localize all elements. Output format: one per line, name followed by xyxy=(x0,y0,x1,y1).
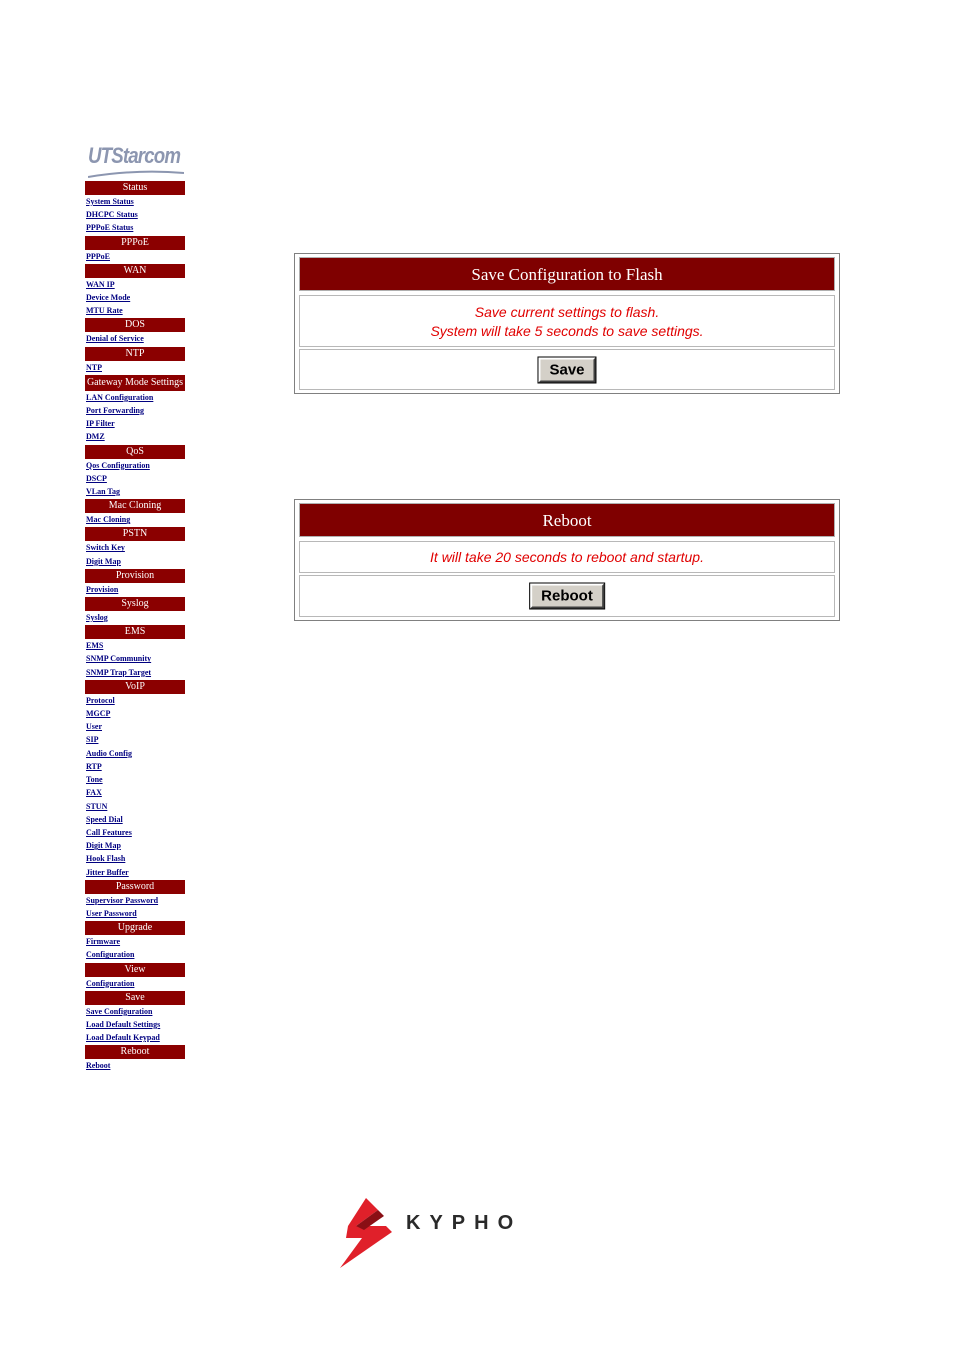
sidebar-link[interactable]: MGCP xyxy=(86,709,111,719)
sidebar-link[interactable]: Qos Configuration xyxy=(86,460,150,470)
save-button-box xyxy=(299,349,835,390)
sidebar-link[interactable]: Digit Map xyxy=(86,556,121,566)
sidebar-link[interactable]: Mac Cloning xyxy=(86,515,131,525)
sidebar-link[interactable]: NTP xyxy=(86,362,102,372)
sidebar-link[interactable]: Hook Flash xyxy=(86,854,126,864)
sidebar-link[interactable]: Configuration xyxy=(86,978,135,988)
reboot-panel-title: Reboot xyxy=(299,503,835,537)
sidebar-link[interactable]: Firmware xyxy=(86,937,121,947)
sidebar-link[interactable]: SNMP Community xyxy=(86,654,152,664)
sidebar-link[interactable]: Load Default Settings xyxy=(86,1019,161,1029)
save-button[interactable]: Save xyxy=(538,357,595,382)
reboot-message-box xyxy=(299,541,835,573)
sidebar-link[interactable]: Provision xyxy=(86,584,119,594)
reboot-message-line1: It will take 20 seconds to reboot and startup. xyxy=(430,549,704,565)
logo-swoosh-icon xyxy=(88,170,184,178)
sidebar-link[interactable]: DMZ xyxy=(86,432,105,442)
sidebar-link[interactable]: Load Default Keypad xyxy=(86,1033,160,1043)
sidebar-section-header: Provision xyxy=(85,569,185,583)
sidebar-link[interactable]: SNMP Trap Target xyxy=(86,667,152,677)
sidebar-link[interactable]: Call Features xyxy=(86,827,132,837)
sidebar-link[interactable]: Switch Key xyxy=(86,543,125,553)
sidebar-section-header: EMS xyxy=(85,625,185,639)
sidebar-link[interactable]: Speed Dial xyxy=(86,814,123,824)
sidebar-section-header: Reboot xyxy=(85,1045,185,1059)
save-message-box xyxy=(299,295,835,347)
utstarcom-logo xyxy=(86,143,186,179)
sidebar-section-header: QoS xyxy=(85,445,185,459)
sidebar-section-header: Syslog xyxy=(85,597,185,611)
sidebar-link[interactable]: Configuration xyxy=(86,950,135,960)
sidebar-link[interactable]: SIP xyxy=(86,735,99,745)
save-message-line2: System will take 5 seconds to save settings. xyxy=(430,323,704,339)
sidebar-link[interactable]: STUN xyxy=(86,801,108,811)
sidebar-section-header: Status xyxy=(85,181,185,195)
sidebar-link[interactable]: MTU Rate xyxy=(86,306,123,316)
sidebar-link[interactable]: VLan Tag xyxy=(86,487,121,497)
save-panel-title: Save Configuration to Flash xyxy=(299,257,835,291)
save-configuration-panel xyxy=(294,253,840,394)
sidebar-link[interactable]: Reboot xyxy=(86,1061,111,1071)
sidebar-link[interactable]: Device Mode xyxy=(86,293,131,303)
save-message-line1: Save current settings to flash. xyxy=(474,304,660,320)
sidebar-link[interactable]: Audio Config xyxy=(86,748,133,758)
sidebar-section-header: Save xyxy=(85,991,185,1005)
sidebar-section-header: WAN xyxy=(85,264,185,278)
sidebar-link[interactable]: LAN Configuration xyxy=(86,392,154,402)
sidebar-nav xyxy=(85,180,185,1073)
logo-text: UTStarcom xyxy=(88,143,181,168)
sidebar-link[interactable]: User Password xyxy=(86,908,137,918)
sidebar-link[interactable]: Port Forwarding xyxy=(86,406,144,416)
sidebar-link[interactable]: Protocol xyxy=(86,695,115,705)
skypho-logo-text: KYPHO xyxy=(406,1212,523,1234)
sidebar-section-header: View xyxy=(85,963,185,977)
sidebar-link[interactable]: DSCP xyxy=(86,473,107,483)
sidebar-link[interactable]: Denial of Service xyxy=(86,334,144,344)
reboot-button-box xyxy=(299,575,835,617)
sidebar-link[interactable]: Syslog xyxy=(86,613,108,623)
sidebar-section-header: VoIP xyxy=(85,680,185,694)
reboot-button[interactable]: Reboot xyxy=(530,584,604,609)
sidebar-link[interactable]: WAN IP xyxy=(86,279,115,289)
sidebar-link[interactable]: FAX xyxy=(86,788,102,798)
sidebar-link[interactable]: RTP xyxy=(86,761,102,771)
sidebar-link[interactable]: Jitter Buffer xyxy=(86,867,129,877)
sidebar-link[interactable]: PPPoE xyxy=(86,251,110,261)
reboot-panel xyxy=(294,499,840,621)
sidebar-link[interactable]: DHCPC Status xyxy=(86,210,138,220)
sidebar-link[interactable]: IP Filter xyxy=(86,419,115,429)
sidebar-section-header: Password xyxy=(85,880,185,894)
sidebar-link[interactable]: Tone xyxy=(86,775,103,785)
sidebar-section-header: NTP xyxy=(85,347,185,361)
sidebar-link[interactable]: Supervisor Password xyxy=(86,895,159,905)
sidebar-link[interactable]: Save Configuration xyxy=(86,1006,153,1016)
sidebar-section-header: Upgrade xyxy=(85,921,185,935)
sidebar-link[interactable]: Digit Map xyxy=(86,841,121,851)
skypho-logo xyxy=(324,1196,603,1272)
sidebar-section-header: PSTN xyxy=(85,527,185,541)
sidebar-link[interactable]: PPPoE Status xyxy=(86,223,134,233)
sidebar-section-header: Mac Cloning xyxy=(85,499,185,513)
skypho-bolt-icon xyxy=(334,1196,414,1272)
sidebar-section-header: Gateway Mode Settings xyxy=(85,375,185,391)
sidebar-link[interactable]: EMS xyxy=(86,641,104,651)
sidebar-link[interactable]: System Status xyxy=(86,197,134,206)
sidebar-section-header: PPPoE xyxy=(85,236,185,250)
sidebar-section-header: DOS xyxy=(85,318,185,332)
sidebar-link[interactable]: User xyxy=(86,722,102,732)
